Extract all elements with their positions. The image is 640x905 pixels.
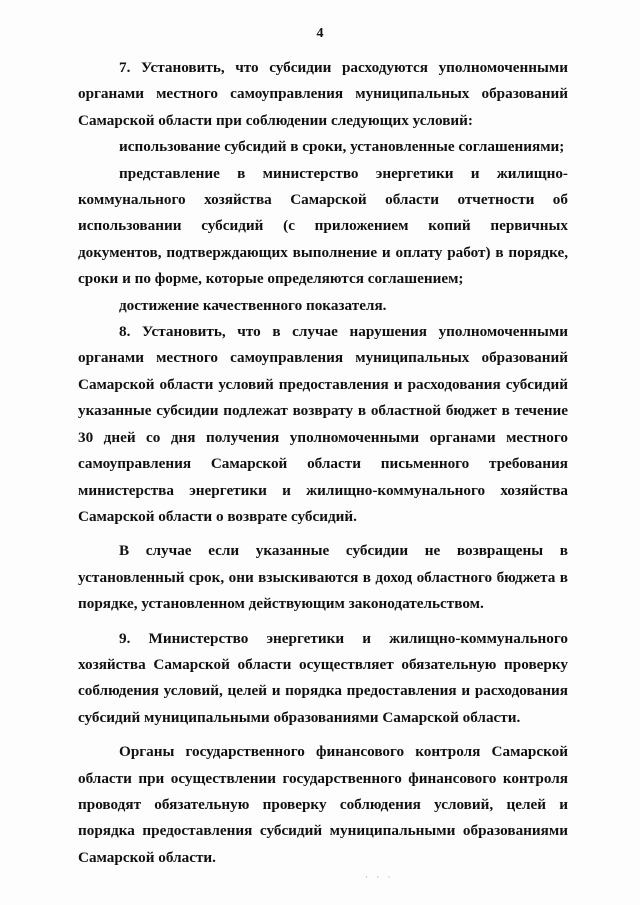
paragraph-recovery: В случае если указанные субсидии не возвращены в установленный срок, они взыскиваются в доход областного бюджета в порядке, установленном действующим законодательством. xyxy=(78,542,568,613)
page-number: 4 xyxy=(316,26,324,41)
paragraph-item-7: 7. Установить, что субсидии расходуются уполномоченными органами местного самоуправления муниципальных образований Самарской области при соблюдении следующих условий: xyxy=(78,59,568,129)
paragraph-financial-control: Органы государственного финансового контроля Самарской области при осуществлении государственного финансового контроля проводят обязательную проверку соблюдения условий, целей и порядка предоставления субсидий муниципальными образованиями Самарской области. xyxy=(78,743,568,866)
scan-artifact: · · · xyxy=(365,872,394,882)
paragraph-condition-indicator: достижение качественного показателя. xyxy=(119,296,387,314)
document-body xyxy=(78,55,568,871)
paragraph-item-8: 8. Установить, что в случае нарушения уполномоченными органами местного самоуправления муниципальных образований Самарской области условий предоставления и расходования субсидий указанные субсидии подлежат возврату в областной бюджет в течение 30 дней со дня получения уполномоченными органами местного самоуправления Самарской области письменного требования министерства энергетики и жилищно-коммунального хозяйства Самарской области о возврате субсидий. xyxy=(78,323,568,525)
paragraph-item-9: 9. Министерство энергетики и жилищно-коммунального хозяйства Самарской области осуществляет обязательную проверку соблюдения условий, целей и порядка предоставления и расходования субсидий муниципальными образованиями Самарской области. xyxy=(78,629,568,726)
paragraph-condition-deadlines: использование субсидий в сроки, установленные соглашениями; xyxy=(119,138,565,156)
paragraph-condition-reporting: представление в министерство энергетики и жилищно-коммунального хозяйства Самарской области отчетности об использовании субсидий (с приложением копий первичных документов, подтверждающих выполнение и оплату работ) в порядке, сроки и по форме, которые определяются соглашением; xyxy=(78,164,568,288)
